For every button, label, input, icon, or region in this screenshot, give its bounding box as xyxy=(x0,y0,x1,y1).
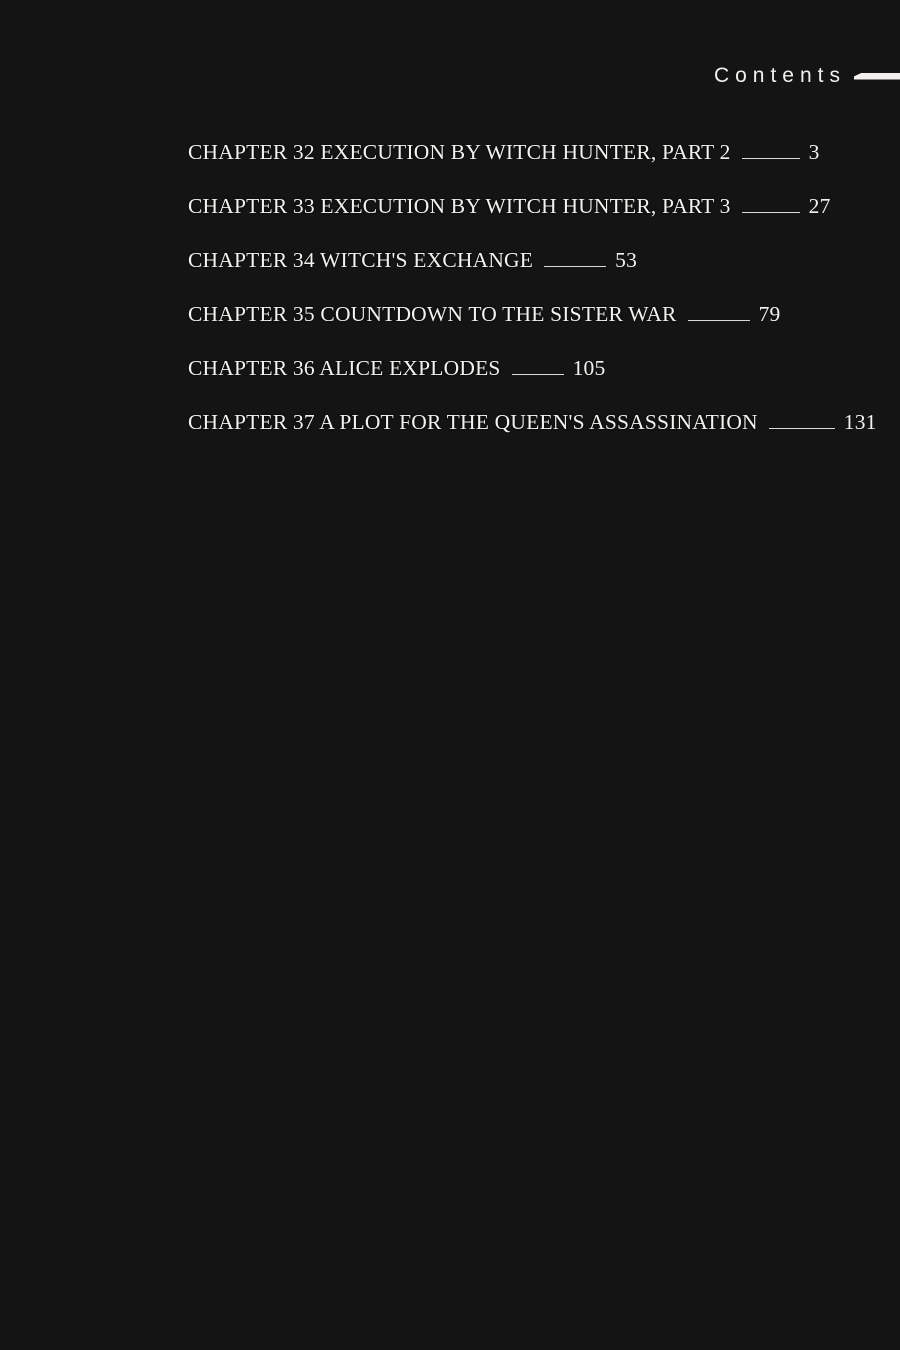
contents-header xyxy=(0,64,900,88)
toc-leader-dash xyxy=(688,320,750,321)
toc-leader-dash xyxy=(742,158,800,159)
toc-entry-label: CHAPTER 36 ALICE EXPLODES xyxy=(188,356,501,380)
toc-leader-dash xyxy=(742,212,800,213)
page-title: Contents xyxy=(713,64,846,87)
toc-leader-dash xyxy=(769,428,835,429)
toc-entry-label: CHAPTER 33 EXECUTION BY WITCH HUNTER, PART 3 xyxy=(188,194,731,218)
toc-entry-label: CHAPTER 32 EXECUTION BY WITCH HUNTER, PART 2 xyxy=(188,140,731,164)
toc-entry-label: CHAPTER 35 COUNTDOWN TO THE SISTER WAR xyxy=(188,302,677,326)
toc-entry-label: CHAPTER 34 WITCH'S EXCHANGE xyxy=(188,248,534,272)
header-rule-icon xyxy=(854,73,900,80)
toc-entry-33[interactable] xyxy=(0,194,900,248)
toc-entry-37[interactable] xyxy=(0,410,900,464)
toc-leader-dash xyxy=(512,374,564,375)
toc-entry-page: 53 xyxy=(615,248,638,272)
toc-entry-page: 79 xyxy=(758,302,781,326)
toc-entry-32[interactable] xyxy=(0,140,900,194)
toc-entry-page: 3 xyxy=(808,140,820,164)
toc-entry-34[interactable] xyxy=(0,248,900,302)
toc-entry-36[interactable] xyxy=(0,356,900,410)
toc-entry-label: CHAPTER 37 A PLOT FOR THE QUEEN'S ASSASSINATION xyxy=(188,410,758,434)
table-of-contents xyxy=(0,140,900,464)
toc-entry-35[interactable] xyxy=(0,302,900,356)
toc-entry-page: 27 xyxy=(808,194,831,218)
toc-entry-page: 105 xyxy=(572,356,606,380)
toc-entry-page: 131 xyxy=(843,410,877,434)
toc-leader-dash xyxy=(544,266,606,267)
